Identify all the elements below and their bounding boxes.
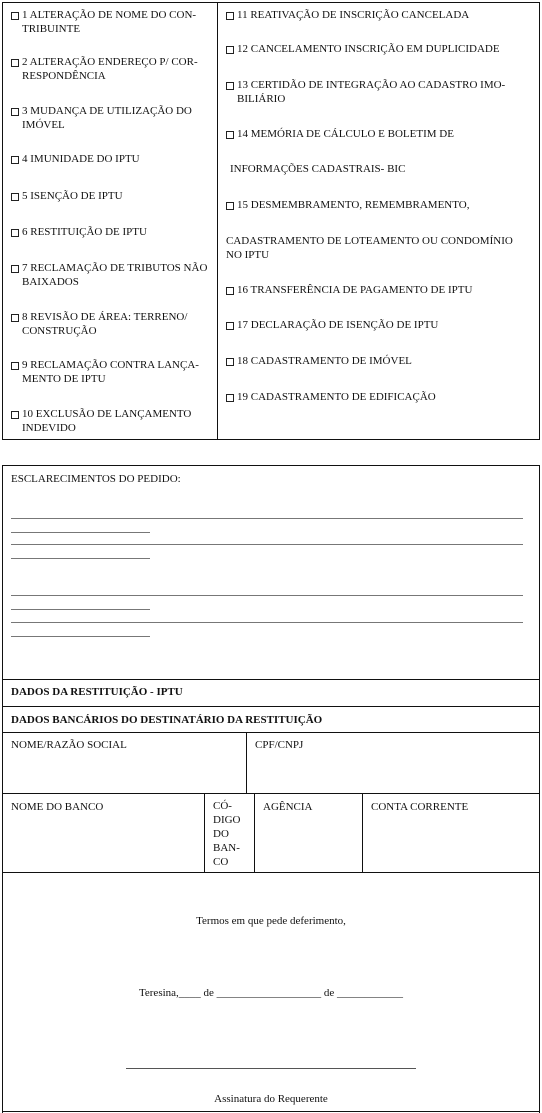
option-label: 3 MUDANÇA DE UTILIZAÇÃO DO IMÓVEL	[22, 105, 192, 131]
bank-code-label: CÓ- DIGO DO BAN- CO	[213, 800, 241, 868]
left-border-mid	[2, 465, 3, 1113]
writing-line[interactable]	[11, 558, 150, 559]
checkbox-icon[interactable]	[226, 82, 234, 90]
option-label: 17 DECLARAÇÃO DE ISENÇÃO DE IPTU	[237, 319, 439, 331]
option-1[interactable]	[11, 8, 211, 36]
option-label: 12 CANCELAMENTO INSCRIÇÃO EM DUPLICIDADE	[237, 43, 500, 55]
checkbox-icon[interactable]	[226, 46, 234, 54]
option-18[interactable]	[226, 354, 536, 368]
option-8[interactable]	[11, 310, 211, 338]
cpf-label: CPF/CNPJ	[255, 739, 304, 751]
option-label: 8 REVISÃO DE ÁREA: TERRENO/ CONSTRUÇÃO	[22, 311, 188, 337]
option-5[interactable]	[11, 189, 211, 203]
writing-line[interactable]	[11, 518, 523, 519]
option-9[interactable]	[11, 358, 211, 386]
bank-title-top-border	[2, 706, 540, 707]
right-border-mid	[539, 465, 540, 1113]
signature-line[interactable]	[126, 1068, 416, 1069]
checkbox-icon[interactable]	[11, 12, 19, 20]
option-label: 10 EXCLUSÃO DE LANÇAMENTO INDEVIDO	[22, 408, 192, 434]
date-line[interactable]: Teresina,____ de ___________________ de ____________	[138, 987, 404, 999]
writing-line[interactable]	[11, 595, 523, 596]
cpf-input[interactable]	[255, 755, 533, 787]
checkbox-icon[interactable]	[226, 322, 234, 330]
option-label: 5 ISENÇÃO DE IPTU	[22, 190, 123, 202]
account-label: CONTA CORRENTE	[371, 801, 469, 813]
option-4[interactable]	[11, 152, 211, 166]
option-label: 4 IMUNIDADE DO IPTU	[22, 153, 140, 165]
closing-top-border	[2, 872, 540, 873]
option-label: 2 ALTERAÇÃO ENDEREÇO P/ COR- RESPONDÊNCIA	[22, 56, 198, 82]
restituicao-title: DADOS DA RESTITUIÇÃO - IPTU	[11, 686, 183, 698]
option-14-continuation: INFORMAÇÕES CADASTRAIS- BIC	[230, 163, 406, 175]
option-label: 11 REATIVAÇÃO DE INSCRIÇÃO CANCELADA	[237, 9, 470, 21]
option-label: 16 TRANSFERÊNCIA DE PAGAMENTO DE IPTU	[237, 284, 473, 296]
writing-line[interactable]	[11, 609, 150, 610]
right-border-top	[539, 2, 540, 440]
option-6[interactable]	[11, 225, 211, 239]
option-label: 13 CERTIDÃO DE INTEGRAÇÃO AO CADASTRO IMO- BILIÁRIO	[237, 79, 506, 105]
option-17[interactable]	[226, 318, 536, 332]
bottom-border	[2, 1111, 540, 1112]
top-border	[2, 2, 540, 3]
checkbox-icon[interactable]	[226, 394, 234, 402]
account-input[interactable]	[371, 820, 533, 866]
bank-name-label: NOME DO BANCO	[11, 801, 104, 813]
restituicao-top-border	[2, 679, 540, 680]
name-input[interactable]	[11, 755, 239, 787]
writing-line[interactable]	[11, 636, 150, 637]
checkbox-icon[interactable]	[11, 193, 19, 201]
option-label: 6 RESTITUIÇÃO DE IPTU	[22, 226, 147, 238]
name-label: NOME/RAZÃO SOCIAL	[11, 739, 127, 751]
option-label: 14 MEMÓRIA DE CÁLCULO E BOLETIM DE	[237, 128, 454, 140]
options-bottom-border	[2, 439, 540, 440]
option-15[interactable]	[226, 198, 536, 212]
bank-code-divider	[204, 793, 205, 872]
option-16[interactable]	[226, 283, 536, 297]
checkbox-icon[interactable]	[11, 265, 19, 273]
checkbox-icon[interactable]	[11, 108, 19, 116]
checkbox-icon[interactable]	[226, 287, 234, 295]
option-label: 18 CADASTRAMENTO DE IMÓVEL	[237, 355, 412, 367]
checkbox-icon[interactable]	[11, 59, 19, 67]
checkbox-icon[interactable]	[11, 362, 19, 370]
agency-label: AGÊNCIA	[263, 801, 313, 813]
option-7[interactable]	[11, 261, 211, 289]
column-divider	[217, 2, 218, 440]
checkbox-icon[interactable]	[11, 156, 19, 164]
option-label: 1 ALTERAÇÃO DE NOME DO CON- TRIBUINTE	[22, 9, 197, 35]
writing-line[interactable]	[11, 544, 523, 545]
agency-divider	[254, 793, 255, 872]
esclarecimentos-top-border	[2, 465, 540, 466]
checkbox-icon[interactable]	[226, 12, 234, 20]
option-15-continuation: CADASTRAMENTO DE LOTEAMENTO OU CONDOMÍNIO NO IPTU	[226, 235, 513, 261]
writing-line[interactable]	[11, 532, 150, 533]
account-divider	[362, 793, 363, 872]
option-2[interactable]	[11, 55, 211, 83]
option-14[interactable]	[226, 127, 536, 141]
bank-row-top-border	[2, 793, 540, 794]
checkbox-icon[interactable]	[226, 202, 234, 210]
checkbox-icon[interactable]	[226, 131, 234, 139]
option-19[interactable]	[226, 390, 536, 404]
option-11[interactable]	[226, 8, 536, 22]
checkbox-icon[interactable]	[226, 358, 234, 366]
left-border-top	[2, 2, 3, 440]
checkbox-icon[interactable]	[11, 229, 19, 237]
agency-input[interactable]	[263, 820, 355, 866]
checkbox-icon[interactable]	[11, 411, 19, 419]
checkbox-icon[interactable]	[11, 314, 19, 322]
bank-section-title: DADOS BANCÁRIOS DO DESTINATÁRIO DA RESTITUIÇÃO	[11, 714, 323, 726]
option-label: 15 DESMEMBRAMENTO, REMEMBRAMENTO,	[237, 199, 470, 211]
option-12[interactable]	[226, 42, 536, 56]
name-cpf-divider	[246, 732, 247, 793]
option-10[interactable]	[11, 407, 211, 435]
option-label: 7 RECLAMAÇÃO DE TRIBUTOS NÃO BAIXADOS	[22, 262, 208, 288]
option-label: 19 CADASTRAMENTO DE EDIFICAÇÃO	[237, 391, 436, 403]
signature-label: Assinatura do Requerente	[214, 1093, 328, 1105]
esclarecimentos-label: ESCLARECIMENTOS DO PEDIDO:	[11, 473, 181, 485]
writing-line[interactable]	[11, 622, 523, 623]
name-row-top-border	[2, 732, 540, 733]
option-13[interactable]	[226, 78, 536, 106]
bank-name-input[interactable]	[11, 820, 197, 866]
terms-text: Termos em que pede deferimento,	[196, 915, 346, 927]
option-label: 9 RECLAMAÇÃO CONTRA LANÇA- MENTO DE IPTU	[22, 359, 199, 385]
option-3[interactable]	[11, 104, 211, 132]
